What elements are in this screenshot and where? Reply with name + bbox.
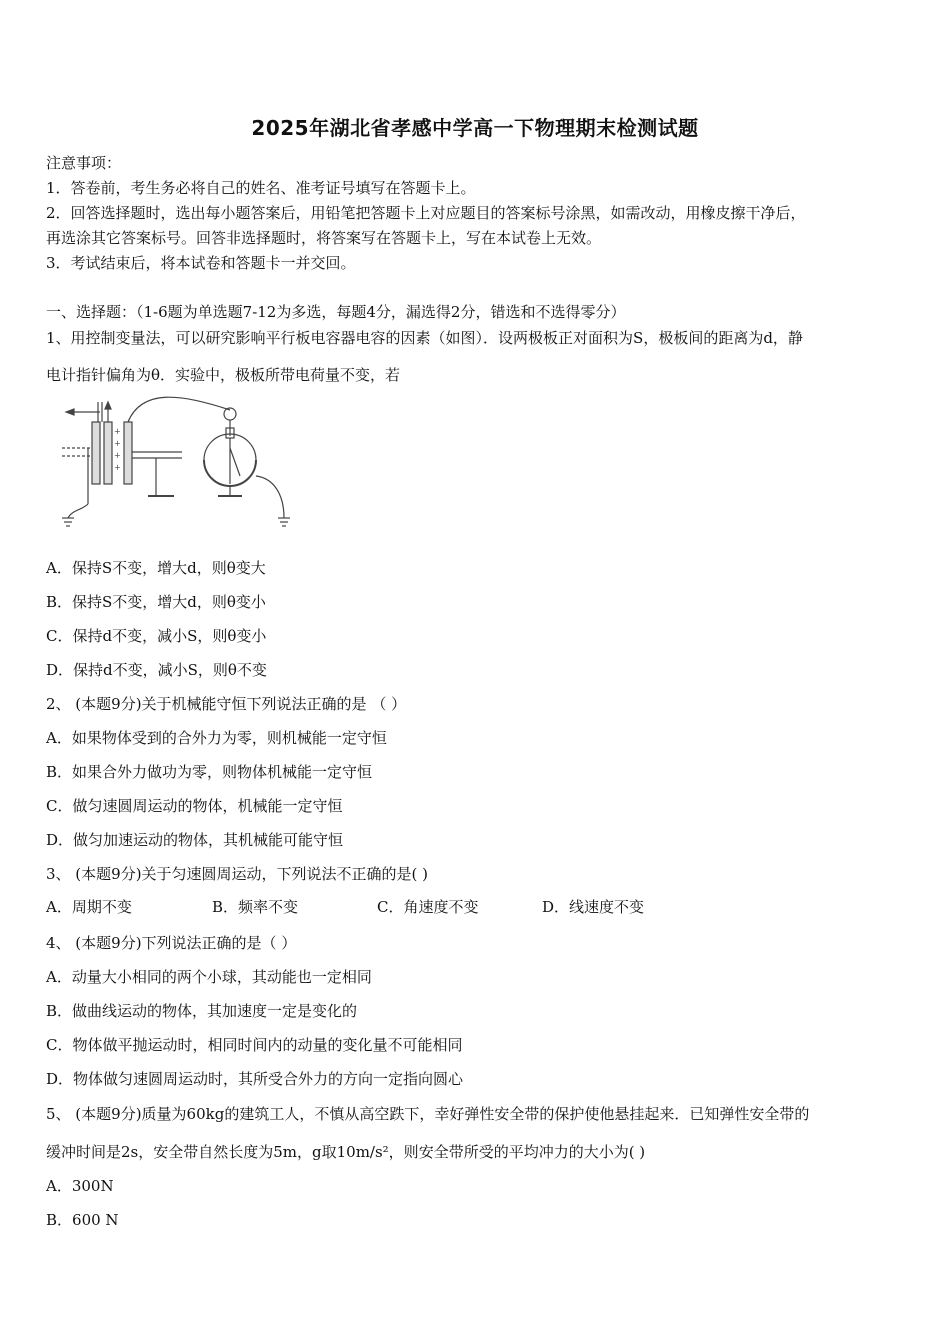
page-title: 2025年湖北省孝感中学高一下物理期末检测试题 — [251, 116, 699, 140]
svg-text:+: + — [114, 439, 121, 448]
q3-option-a: A．周期不变 — [46, 898, 132, 916]
q5-stem-line1: 5、 (本题9分)质量为60kg的建筑工人，不慎从高空跌下，幸好弹性安全带的保护使他悬挂起来．已知弹性安全带的 — [46, 1105, 810, 1123]
note-item-2: 2．回答选择题时，选出每小题答案后，用铅笔把答题卡上对应题目的答案标号涂黑，如需改动，用橡皮擦干净后， — [46, 204, 806, 222]
q2-option-a: A．如果物体受到的合外力为零，则机械能一定守恒 — [46, 729, 387, 747]
q1-option-d: D．保持d不变，减小S，则θ不变 — [46, 661, 267, 679]
note-item-3: 3．考试结束后，将本试卷和答题卡一并交回。 — [46, 254, 356, 272]
q1-stem-line1: 1、用控制变量法，可以研究影响平行板电容器电容的因素（如图）．设两极板正对面积为S，极板间的距离为d，静 — [46, 329, 803, 347]
svg-text:+: + — [114, 451, 121, 460]
notes-heading: 注意事项： — [46, 154, 122, 172]
svg-text:+: + — [114, 427, 121, 436]
q1-option-c: C．保持d不变，减小S，则θ变小 — [46, 627, 267, 645]
q2-stem: 2、 (本题9分)关于机械能守恒下列说法正确的是 （ ） — [46, 695, 407, 713]
svg-text:+: + — [114, 463, 121, 472]
q2-option-c: C．做匀速圆周运动的物体，机械能一定守恒 — [46, 797, 343, 815]
capacitor-electroscope-figure — [52, 392, 292, 532]
left-plate — [92, 422, 100, 484]
q4-option-d: D．物体做匀速圆周运动时，其所受合外力的方向一定指向圆心 — [46, 1070, 464, 1088]
q4-option-c: C．物体做平抛运动时，相同时间内的动量的变化量不可能相同 — [46, 1036, 463, 1054]
q1-option-b: B．保持S不变，增大d，则θ变小 — [46, 593, 266, 611]
q3-stem: 3、 (本题9分)关于匀速圆周运动，下列说法不正确的是( ) — [46, 865, 429, 883]
left-arrow-head — [66, 409, 74, 415]
q5-option-b: B．600 N — [46, 1211, 119, 1229]
q4-stem: 4、 (本题9分)下列说法正确的是（ ） — [46, 934, 297, 952]
q5-stem-line2: 缓冲时间是2s，安全带自然长度为5m，g取10m/s²，则安全带所受的平均冲力的大小为( ) — [46, 1143, 646, 1161]
q3-option-c: C．角速度不变 — [377, 898, 479, 916]
electroscope-pointer — [230, 448, 240, 476]
q3-option-b: B．频率不变 — [212, 898, 299, 916]
q2-option-d: D．做匀加速运动的物体，其机械能可能守恒 — [46, 831, 344, 849]
q1-stem-line2: 电计指针偏角为θ．实验中，极板所带电荷量不变，若 — [46, 366, 401, 384]
q2-option-b: B．如果合外力做功为零，则物体机械能一定守恒 — [46, 763, 373, 781]
right-plate — [124, 422, 132, 484]
q1-option-a: A．保持S不变，增大d，则θ变大 — [46, 559, 266, 577]
q5-option-a: A．300N — [46, 1177, 114, 1195]
up-arrow-head — [105, 402, 111, 409]
note-item-2-cont: 再选涂其它答案标号。回答非选择题时，将答案写在答题卡上，写在本试卷上无效。 — [46, 229, 602, 247]
section-heading: 一、选择题：（1-6题为单选题7-12为多选，每题4分，漏选得2分，错选和不选得零分） — [46, 303, 626, 321]
q3-option-d: D．线速度不变 — [542, 898, 645, 916]
q4-option-a: A．动量大小相同的两个小球，其动能也一定相同 — [46, 968, 372, 986]
note-item-1: 1．答卷前，考生务必将自己的姓名、准考证号填写在答题卡上。 — [46, 179, 476, 197]
q4-option-b: B．做曲线运动的物体，其加速度一定是变化的 — [46, 1002, 358, 1020]
